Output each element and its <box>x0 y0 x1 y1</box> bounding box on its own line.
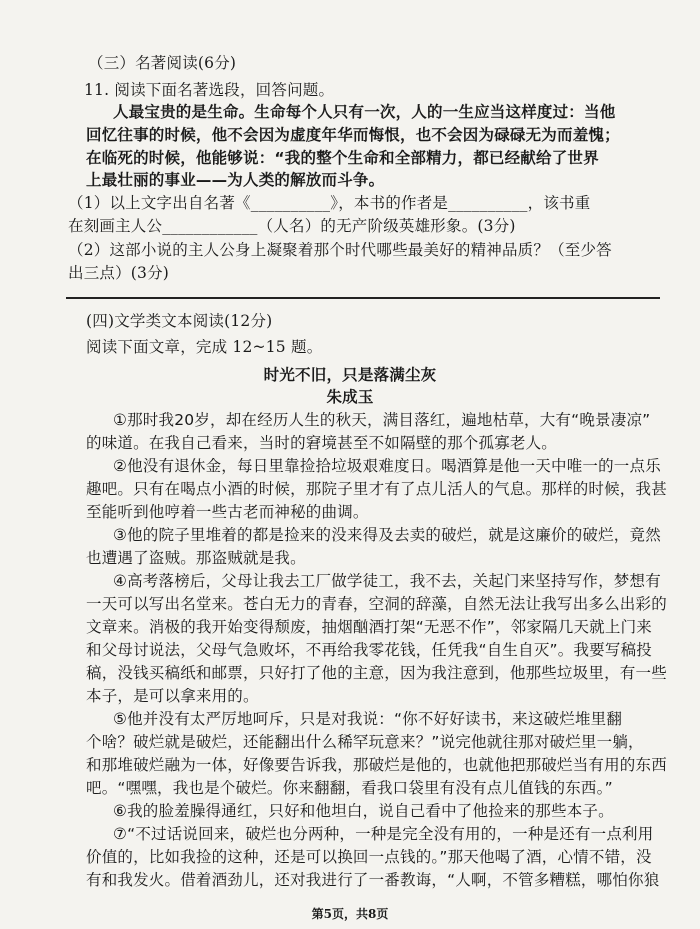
article-line: 和父母讨说法，父母气急败坏，不再给我零花钱，任凭我“自生自灭”。我要写稿投 <box>86 641 652 659</box>
article-line: 文章来。消极的我开始变得颓废，抽烟酗酒打架“无恶不作”，邻家隔几天就上门来 <box>86 618 652 636</box>
article-line: 的味道。在我自己看来，当时的窘境甚至不如隔壁的那个孤寡老人。 <box>86 434 558 452</box>
article-line: ③他的院子里堆着的都是捡来的没来得及去卖的破烂，就是这廉价的破烂，竟然 <box>113 526 661 544</box>
article-author: 朱成玉 <box>326 387 374 406</box>
passage-line: 人最宝贵的是生命。生命每个人只有一次，人的一生应当这样度过：当他 <box>113 103 616 121</box>
article-line: 个啥？破烂就是破烂，还能翻出什么稀罕玩意来？”说完他就往那对破烂里一躺， <box>86 733 644 751</box>
passage-line: 在临死的时候，他能够说：“我的整个生命和全部精力，都已经献给了世界 <box>86 149 599 167</box>
article-line: ⑥我的脸羞臊得通红，只好和他坦白，说自己看中了他捡来的那些本子。 <box>113 802 614 820</box>
page-number: 第5页，共8页 <box>311 907 389 921</box>
section4-instruction: 阅读下面文章，完成 12~15 题。 <box>86 338 323 356</box>
q11-title: 11. 阅读下面名著选段，回答问题。 <box>84 81 335 99</box>
article-line: 也遭遇了盗贼。那盗贼就是我。 <box>86 549 306 567</box>
article-line: ④高考落榜后，父母让我去工厂做学徒工，我不去，关起门来坚持写作，梦想有 <box>113 572 661 590</box>
article-line: ①那时我20岁，却在经历人生的秋天，满目落红，遍地枯草，大有“晚景凄凉” <box>113 411 651 429</box>
article-line: 本子，是可以拿来用的。 <box>86 687 259 705</box>
article-line: 和那堆破烂融为一体，好像要告诉我，那破烂是他的，也就他把那破烂当有用的东西 <box>86 756 667 774</box>
article-line: 稿，没钱买稿纸和邮票，只好打了他的主意，因为我注意到，他那些垃圾里，有一些 <box>86 664 667 682</box>
article-line: ⑦“不过话说回来，破烂也分两种，一种是完全没有用的，一种是还有一点利用 <box>113 825 654 843</box>
question-2-line: 出三点）(3分) <box>68 264 170 282</box>
section-divider <box>66 297 660 299</box>
section3-heading: （三）名著阅读(6分) <box>88 54 237 72</box>
article-line: 吧。“嘿嘿，我也是个破烂。你来翻翻，看我口袋里有没有点儿值钱的东西。” <box>86 779 613 797</box>
section4-heading: (四)文学类文本阅读(12分) <box>86 312 273 330</box>
article-title: 时光不旧，只是落满尘灰 <box>263 365 437 384</box>
article-line: 一天可以写出名堂来。苍白无力的青春，空洞的辞藻，自然无法让我写出多么出彩的 <box>86 595 667 613</box>
article-line: 价值的，比如我捡的这种，还是可以换回一点钱的。”那天他喝了酒，心情不错，没 <box>86 848 652 866</box>
question-1-line: （1）以上文字出自名著《__________》，本书的作者是__________，该书重 <box>68 194 591 212</box>
article-line: 趣吧。只有在喝点小酒的时候，那院子里才有了点儿活人的气息。那样的时候，我甚 <box>86 480 667 498</box>
passage-line: 回忆往事的时候，他不会因为虚度年华而悔恨，也不会因为碌碌无为而羞愧； <box>86 126 620 144</box>
article-line: ②他没有退休金，每日里靠捡拾垃圾艰难度日。喝酒算是他一天中唯一的一点乐 <box>113 457 661 475</box>
article-line: ⑤他并没有太严厉地呵斥，只是对我说：“你不好好读书，来这破烂堆里翻 <box>113 710 623 728</box>
passage-line: 上最壮丽的事业——为人类的解放而斗争。 <box>86 171 385 189</box>
article-line: 至能听到他哼着一些古老而神秘的曲调。 <box>86 503 369 521</box>
question-2-line: （2）这部小说的主人公身上凝聚着那个时代哪些最美好的精神品质？（至少答 <box>68 241 612 259</box>
question-1-line: 在刻画主人公____________（人名）的无产阶级英雄形象。(3分) <box>68 217 516 235</box>
article-line: 有和我发火。借着酒劲儿，还对我进行了一番教诲，“人啊，不管多糟糕，哪怕你狼 <box>86 871 660 889</box>
